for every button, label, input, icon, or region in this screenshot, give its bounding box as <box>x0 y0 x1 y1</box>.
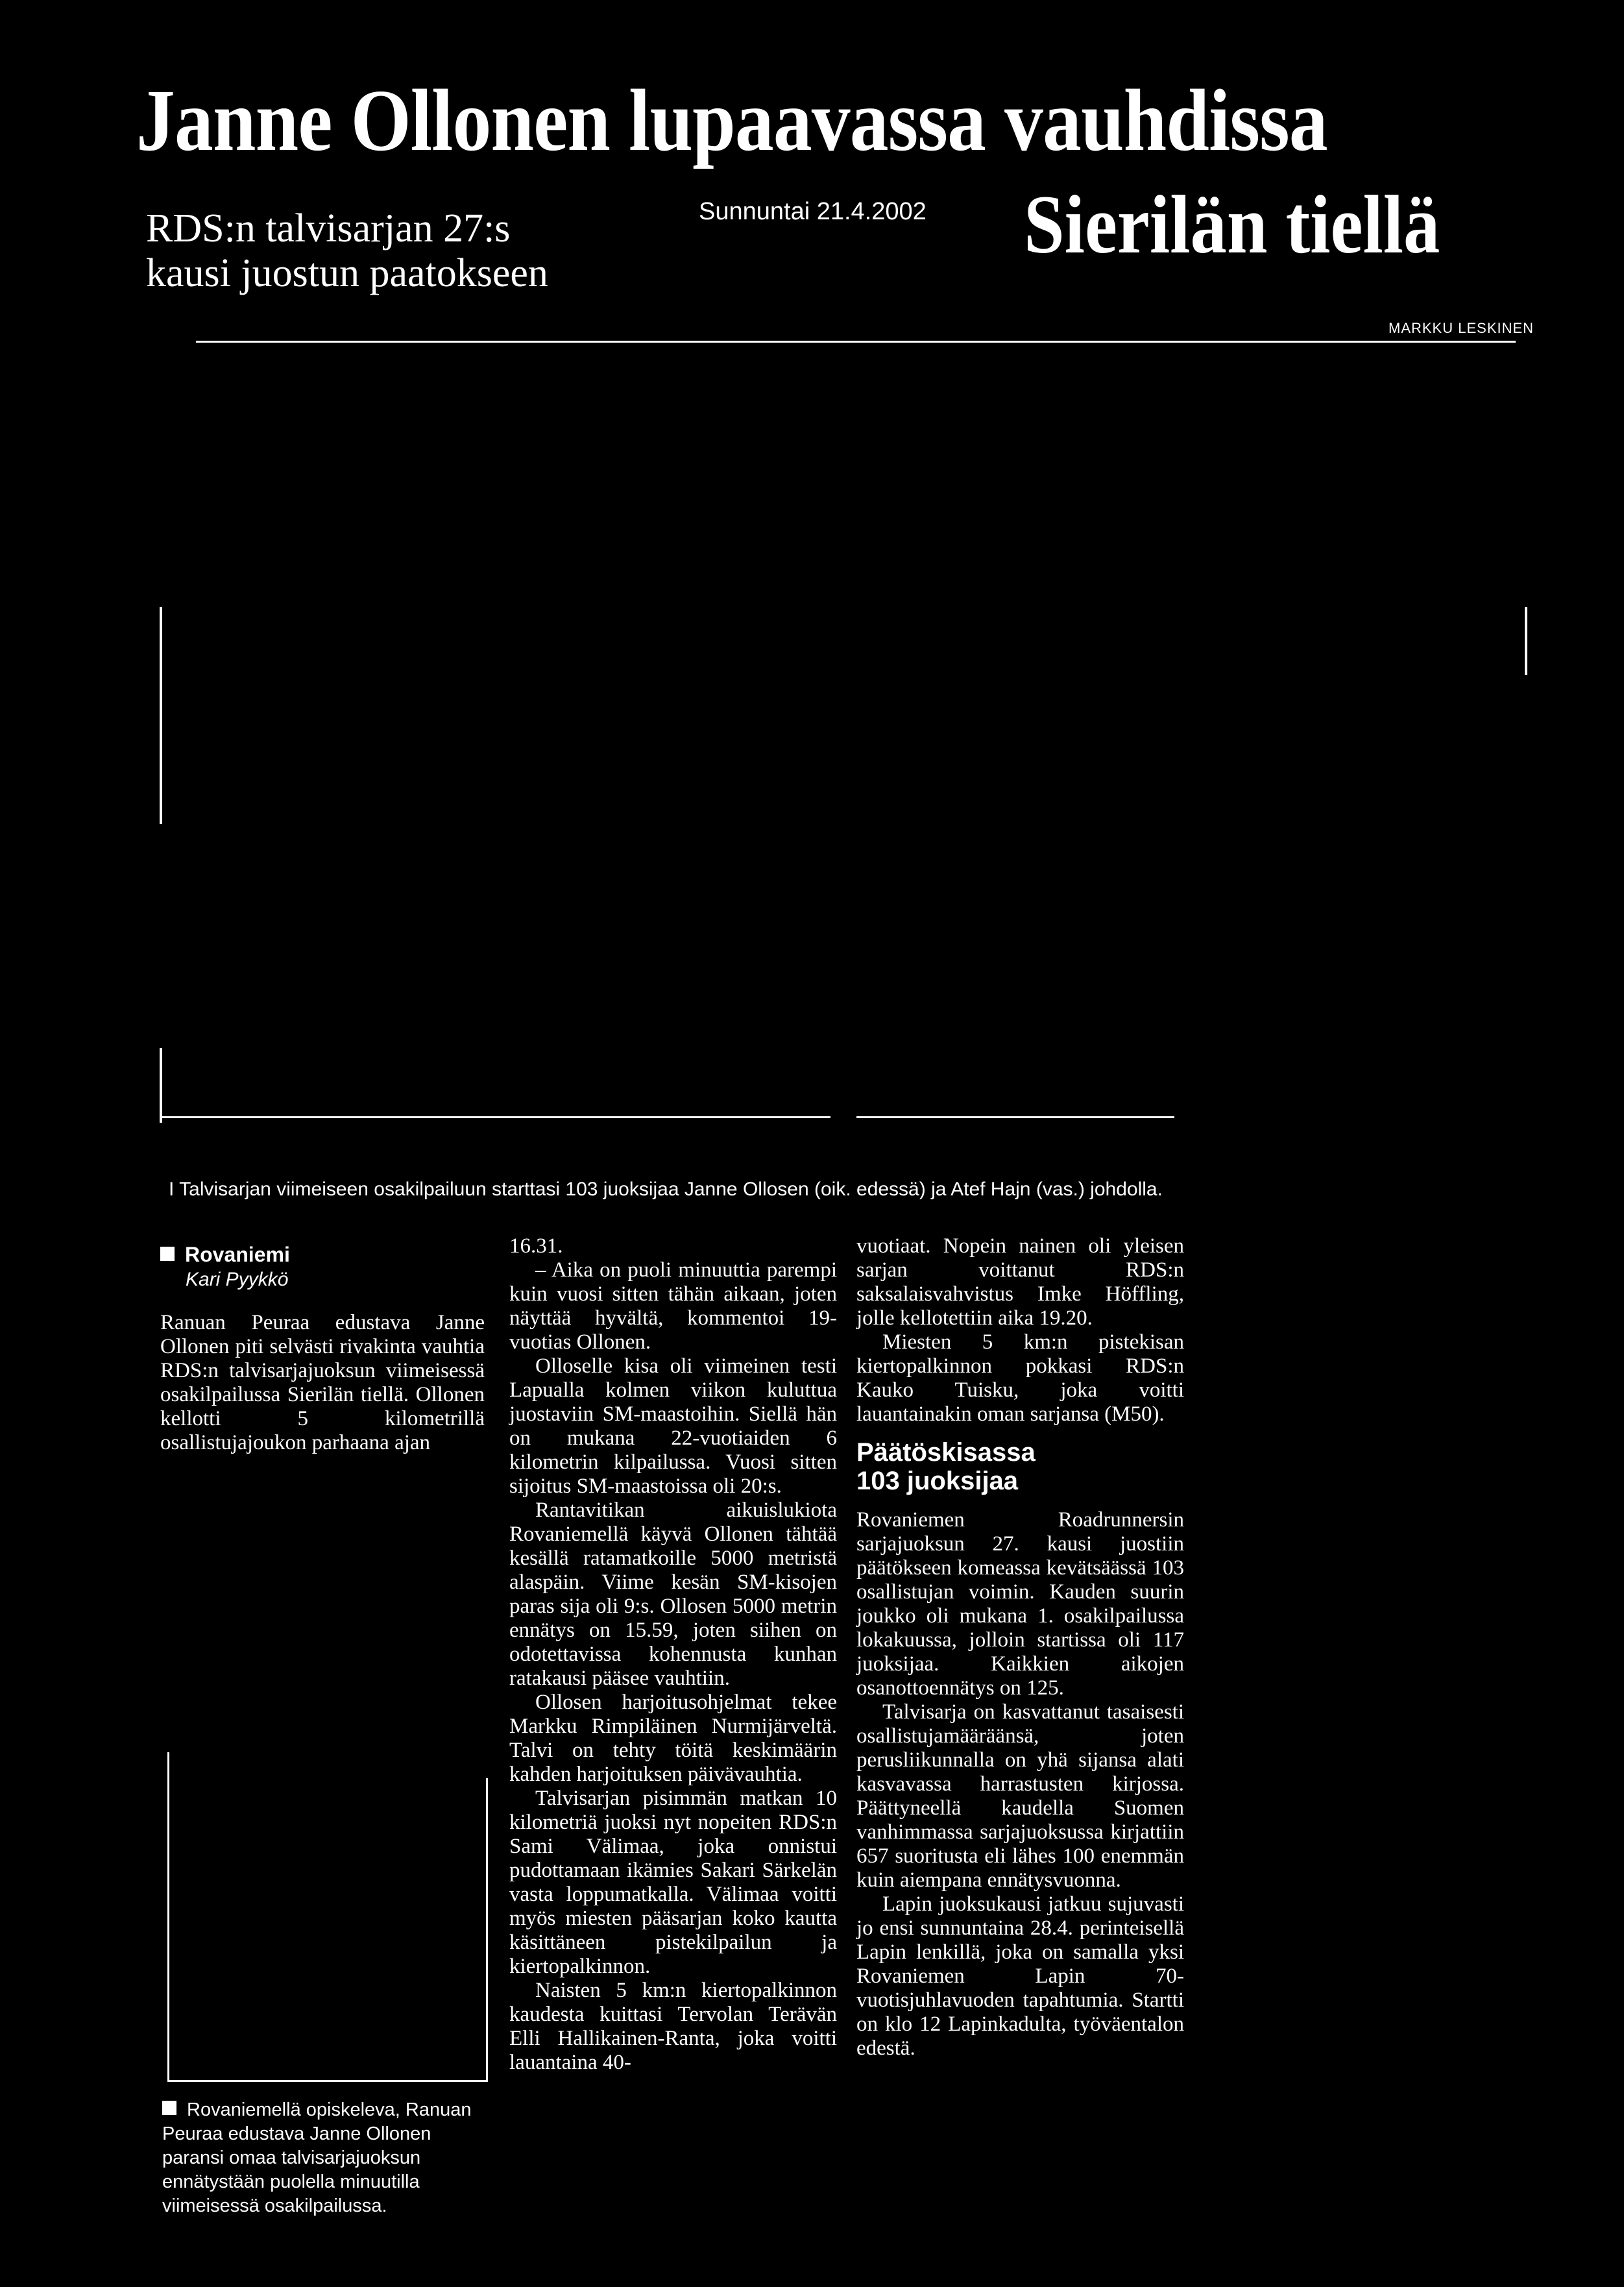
bullet-square-icon <box>162 2101 176 2115</box>
paragraph: vuotiaat. Nopein nainen oli yleisen sarjan voittanut RDS:n saksalaisvahvistus Imke Höffling, jolle kellotettiin aika 19.20. <box>856 1234 1184 1330</box>
dateline <box>160 1243 290 1267</box>
kicker <box>146 206 548 297</box>
paragraph: Rovaniemen Roadrunnersin sarjajuoksun 27. kausi juostiin päätökseen komeassa kevätsäässä 103 osallistujan voimin. Kauden suurin joukko oli mukana 1. osakilpailussa lokakuussa, jolloin startissa oli 117 juoksijaa. Kaikkien aikojen osanottoennätys on 125. <box>856 1508 1184 1700</box>
author: Kari Pyykkö <box>186 1269 289 1290</box>
paragraph: Miesten 5 km:n pistekisan kiertopalkinnon pokkasi RDS:n Kauko Tuisku, joka voitti lauantainakin oman sarjansa (M50). <box>856 1330 1184 1426</box>
kicker-line-2: kausi juostun paatokseen <box>146 251 548 296</box>
paragraph: Talvisarjan pisimmän matkan 10 kilometriä juoksi nyt nopeiten RDS:n Sami Välimaa, joka onnistui pudottamaan ikämies Sakari Särkelän vasta loppumatkalla. Välimaa voitti myös miesten pääsarjan koko kautta käsittäneen pistekilpailun ja kiertopalkinnon. <box>509 1787 837 1978</box>
body-column-3 <box>856 1234 1184 2061</box>
caption-text: Talvisarjan viimeiseen osakilpailuun starttasi 103 juoksijaa Janne Ollosen (oik. edessä) ja Atef Hajn (vas.) johdolla. <box>179 1179 1163 1200</box>
subheadline: Sierilän tiellä <box>1024 178 1440 271</box>
kicker-line-1: RDS:n talvisarjan 27:s <box>146 206 511 251</box>
secondary-caption-text: Rovaniemellä opiskeleva, Ranuan Peuraa edustava Janne Ollonen paransi omaa talvisarjajuoksun ennätystään puolella minuutilla viimeisessä osakilpailussa. <box>162 2099 472 2216</box>
photo-right-border-cover <box>1521 675 1527 1129</box>
caption-marker: I <box>169 1179 180 1200</box>
paragraph: Lapin juoksukausi jatkuu sujuvasti jo ensi sunnuntaina 28.4. perinteisellä Lapin lenkillä, joka on samalla yksi Rovaniemen Lapin 70-vuotisjuhlavuoden tapahtumia. Startti on klo 12 Lapinkadulta, työväentalon edestä. <box>856 1892 1184 2060</box>
publication-date: Sunnuntai 21.4.2002 <box>699 198 927 225</box>
body-column-2 <box>509 1234 837 2075</box>
main-photo <box>160 607 1527 1123</box>
paragraph: Ollosen harjoitusohjelmat tekee Markku Rimpiläinen Nurmijärveltä. Talvi on tehty töitä keskimäärin kahden harjoituksen päivävauhtia. <box>509 1691 837 1786</box>
paragraph: Ranuan Peuraa edustava Janne Ollonen piti selvästi rivakinta vauhtia RDS:n talvisarjajuoksun viimeisessä osakilpailussa Sierilän tiellä. Ollonen kellotti 5 kilometrillä osallistujajoukon parhaana ajan <box>160 1311 485 1454</box>
bullet-square-icon <box>160 1247 175 1261</box>
body-column-1 <box>160 1311 485 1455</box>
secondary-photo-cover-top <box>480 1752 488 1778</box>
photo-caption <box>169 1179 1163 1201</box>
photo-bottom-edge-right <box>856 1116 1174 1118</box>
headline: Janne Ollonen lupaavassa vauhdissa <box>136 72 1327 169</box>
photo-left-border-cover <box>158 824 165 1048</box>
paragraph: Talvisarja on kasvattanut tasaisesti osallistujamääräänsä, joten perusliikunnalla on yhä sijansa alati kasvavassa harrastusten kirjossa. Päättyneellä kaudella Suomen vanhimmassa sarjajuoksussa kirjattiin 657 suoritusta eli lähes 100 enemmän kuin aiempana ennätysvuonna. <box>856 1700 1184 1892</box>
paragraph: Olloselle kisa oli viimeinen testi Lapualla kolmen viikon kuluttua juostaviin SM-maastoihin. Siellä hän on mukana 22-vuotiaiden 6 kilometrin kilpailussa. Vuosi sitten sijoitus SM-maastoissa oli 20:s. <box>509 1354 837 1498</box>
paragraph: Rantavitikan aikuislukiota Rovaniemellä käyvä Ollonen tähtää kesällä ratamatkoille 5000 metristä alaspäin. Viime kesän SM-kisojen paras sija oli 9:s. Ollosen 5000 metrin ennätys on 15.59, joten siihen on odotettavissa kohennusta kunhan ratakausi pääsee vauhtiin. <box>509 1498 837 1690</box>
secondary-photo-caption <box>162 2098 474 2218</box>
paragraph: 16.31. <box>509 1234 563 1258</box>
section-subhead-line-1: Päätöskisassa <box>856 1438 1036 1467</box>
secondary-photo <box>167 1752 488 2082</box>
paragraph: Naisten 5 km:n kiertopalkinnon kaudesta kuittasi Tervolan Terävän Elli Hallikainen-Ranta, joka voitti lauantaina 40- <box>509 1979 837 2074</box>
paragraph: – Aika on puoli minuuttia parempi kuin vuosi sitten tähän aikaan, joten näyttää hyvältä, kommentoi 19-vuotias Ollonen. <box>509 1258 837 1354</box>
header-rule <box>196 341 1516 343</box>
dateline-text: Rovaniemi <box>185 1243 290 1266</box>
section-subhead-line-2: 103 juoksijaa <box>856 1467 1019 1495</box>
photo-bottom-edge <box>162 1116 830 1118</box>
photographer-credit: MARKKU LESKINEN <box>1388 320 1534 336</box>
section-subhead <box>856 1438 1184 1495</box>
